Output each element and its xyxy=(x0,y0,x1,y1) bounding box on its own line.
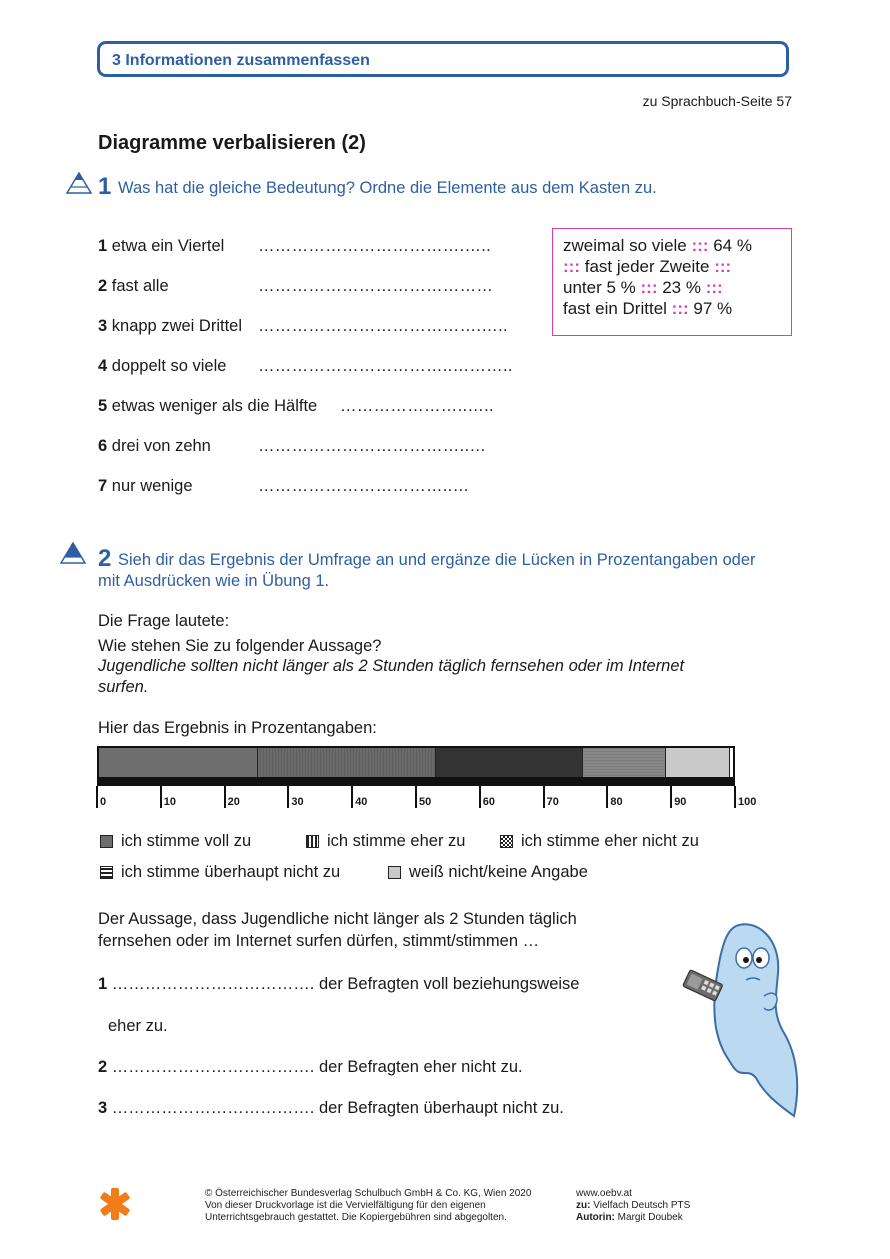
legend-item xyxy=(100,832,251,851)
answer-blank[interactable]: …………………………………… xyxy=(258,277,494,295)
zu-value: Vielfach Deutsch PTS xyxy=(593,1200,691,1211)
match-item-number: 1 xyxy=(98,237,108,255)
word-item: 23 % xyxy=(662,278,701,297)
tick-label: 20 xyxy=(227,796,240,808)
match-item xyxy=(98,357,226,376)
question: Wie stehen Sie zu folgender Aussage? xyxy=(98,637,382,655)
legend-label: ich stimme voll zu xyxy=(121,832,252,850)
tick-label: 70 xyxy=(546,796,559,808)
legend-label: ich stimme eher nicht zu xyxy=(521,832,699,850)
match-item-number: 4 xyxy=(98,357,108,375)
task-2-number: 2 xyxy=(98,545,112,572)
word-box-line-3 xyxy=(563,277,781,298)
answer-blank[interactable]: ………………………………. xyxy=(111,1058,315,1076)
copyright-line: © Österreichischer Bundesverlag Schulbuch GmbH & Co. KG, Wien 2020 xyxy=(205,1188,532,1199)
answer-blank[interactable]: ………………………………. xyxy=(111,1099,315,1117)
question-intro: Die Frage lautete: xyxy=(98,612,230,630)
legend-label: ich stimme eher zu xyxy=(327,832,466,850)
legend-swatch-light xyxy=(388,866,401,879)
copyright-line: Von dieser Druckvorlage ist die Vervielfältigung für den eigenen xyxy=(205,1200,486,1211)
task-1-number: 1 xyxy=(98,173,112,200)
zu-label: zu: xyxy=(576,1200,591,1211)
match-item-text: knapp zwei Drittel xyxy=(111,317,243,335)
axis-tick xyxy=(734,786,736,808)
answer-blank[interactable]: ……………………………..……….. xyxy=(258,357,513,375)
legend-swatch-horizontal-stripes xyxy=(100,866,113,879)
match-item-text: doppelt so viele xyxy=(111,357,227,375)
answer-number: 1 xyxy=(98,975,108,993)
axis-tick xyxy=(96,786,98,808)
author-label: Autorin: xyxy=(576,1212,615,1223)
legend-item xyxy=(100,863,340,882)
word-item: 97 % xyxy=(693,299,733,318)
publisher-logo-icon xyxy=(97,1186,133,1222)
answer-number: 3 xyxy=(98,1099,108,1117)
axis-tick xyxy=(287,786,289,808)
axis-tick xyxy=(160,786,162,808)
answer-blank[interactable]: ……………………………..… xyxy=(258,477,470,495)
legend-label: ich stimme überhaupt nicht zu xyxy=(121,863,341,881)
website-link[interactable]: www.oebv.at xyxy=(576,1188,632,1199)
word-box-line-2 xyxy=(563,256,781,277)
tick-label: 10 xyxy=(163,796,177,808)
legend-swatch-checkered xyxy=(500,835,513,848)
answer-text: eher zu. xyxy=(108,1017,168,1035)
word-item: fast ein Drittel xyxy=(563,299,667,318)
chart-axis xyxy=(97,779,735,786)
page-reference: zu Sprachbuch-Seite 57 xyxy=(642,93,792,109)
word-item: zweimal so viele xyxy=(563,236,687,255)
word-item: unter 5 % xyxy=(563,278,636,297)
copyright-notice xyxy=(205,1188,531,1224)
result-intro: Hier das Ergebnis in Prozentangaben: xyxy=(98,719,377,737)
match-item-number: 3 xyxy=(98,317,108,335)
publication-info xyxy=(576,1188,690,1224)
separator: ::: xyxy=(714,257,732,276)
summary-line-2: fernsehen oder im Internet surfen dürfen, stimmt/stimmen … xyxy=(98,932,540,950)
match-item-text: etwa ein Viertel xyxy=(111,237,225,255)
separator: ::: xyxy=(563,257,580,276)
answer-blank[interactable]: ………………………………. xyxy=(111,975,315,993)
axis-tick xyxy=(543,786,545,808)
separator: ::: xyxy=(640,278,658,297)
word-box xyxy=(552,228,792,336)
answer-text: der Befragten voll beziehungsweise xyxy=(318,975,580,993)
answer-line xyxy=(108,1017,168,1036)
tick-label: 90 xyxy=(674,796,687,808)
answer-text: der Befragten überhaupt nicht zu. xyxy=(318,1099,564,1117)
tick-label: 0 xyxy=(100,796,107,808)
tick-label: 60 xyxy=(482,796,496,808)
tick-label: 50 xyxy=(419,796,432,808)
legend-item xyxy=(500,832,699,851)
separator: ::: xyxy=(705,278,723,297)
word-box-line-4 xyxy=(563,298,781,319)
match-item xyxy=(98,237,224,256)
axis-tick xyxy=(415,786,417,808)
word-item: 64 % xyxy=(713,236,752,255)
task-2-instruction-line-2: mit Ausdrücken wie in Übung 1. xyxy=(98,572,330,590)
answer-line xyxy=(98,1099,564,1118)
legend-swatch-vertical-stripes xyxy=(306,835,319,848)
separator: ::: xyxy=(671,299,689,318)
answer-blank[interactable]: ………………………………….….. xyxy=(258,317,508,335)
separator: ::: xyxy=(691,236,709,255)
answer-line xyxy=(98,1058,523,1077)
match-item-number: 2 xyxy=(98,277,108,295)
match-item-text: drei von zehn xyxy=(111,437,211,455)
ghost-mascot-illustration xyxy=(676,918,816,1123)
legend-swatch-solid xyxy=(100,835,113,848)
tick-label: 80 xyxy=(610,796,623,808)
answer-line xyxy=(98,975,579,994)
answer-blank[interactable]: ………………………………..… xyxy=(258,437,487,455)
legend-item xyxy=(306,832,465,851)
match-item-number: 6 xyxy=(98,437,108,455)
worksheet-title: Diagramme verbalisieren (2) xyxy=(98,132,366,154)
tick-label: 100 xyxy=(738,796,757,808)
answer-number: 2 xyxy=(98,1058,108,1076)
legend-item xyxy=(388,863,588,882)
statement-line-2: surfen. xyxy=(98,678,149,696)
copyright-line: Unterrichtsgebrauch gestattet. Die Kopiergebühren sind abgegolten. xyxy=(205,1212,507,1223)
author-value: Margit Doubek xyxy=(617,1212,683,1223)
answer-text: der Befragten eher nicht zu. xyxy=(318,1058,523,1076)
summary-line-1: Der Aussage, dass Jugendliche nicht länger als 2 Stunden täglich xyxy=(98,910,577,928)
axis-tick xyxy=(224,786,226,808)
axis-tick xyxy=(351,786,353,808)
match-item-text: etwas weniger als die Hälfte xyxy=(111,397,318,415)
stacked-bar-chart xyxy=(97,746,735,786)
answer-blank[interactable]: …………………..….. xyxy=(340,397,494,415)
tick-label: 40 xyxy=(355,796,368,808)
difficulty-pyramid-icon xyxy=(66,172,92,194)
axis-tick xyxy=(606,786,608,808)
task-1-instruction: Was hat die gleiche Bedeutung? Ordne die Elemente aus dem Kasten zu. xyxy=(118,179,657,197)
legend-label: weiß nicht/keine Angabe xyxy=(409,863,588,881)
bar-frame xyxy=(97,746,735,779)
tick-label: 30 xyxy=(291,796,304,808)
word-box-line-1 xyxy=(563,235,781,256)
match-item-text: nur wenige xyxy=(111,477,193,495)
chapter-title: 3 Informationen zusammenfassen xyxy=(112,52,370,69)
axis-tick xyxy=(479,786,481,808)
match-item-number: 7 xyxy=(98,477,108,495)
match-item xyxy=(98,317,242,336)
match-item xyxy=(98,397,317,416)
answer-blank[interactable]: ……………………………….….. xyxy=(258,237,492,255)
difficulty-pyramid-icon xyxy=(60,542,86,564)
match-item-number: 5 xyxy=(98,397,108,415)
task-2-instruction-line-1: Sieh dir das Ergebnis der Umfrage an und ergänze die Lücken in Prozentangaben oder xyxy=(118,551,756,569)
match-item-text: fast alle xyxy=(111,277,169,295)
statement-line-1: Jugendliche sollten nicht länger als 2 Stunden täglich fernsehen oder im Internet xyxy=(98,657,685,675)
match-item xyxy=(98,437,211,456)
word-item: fast jeder Zweite xyxy=(584,257,710,276)
axis-tick xyxy=(670,786,672,808)
match-item xyxy=(98,277,169,296)
match-item xyxy=(98,477,193,496)
